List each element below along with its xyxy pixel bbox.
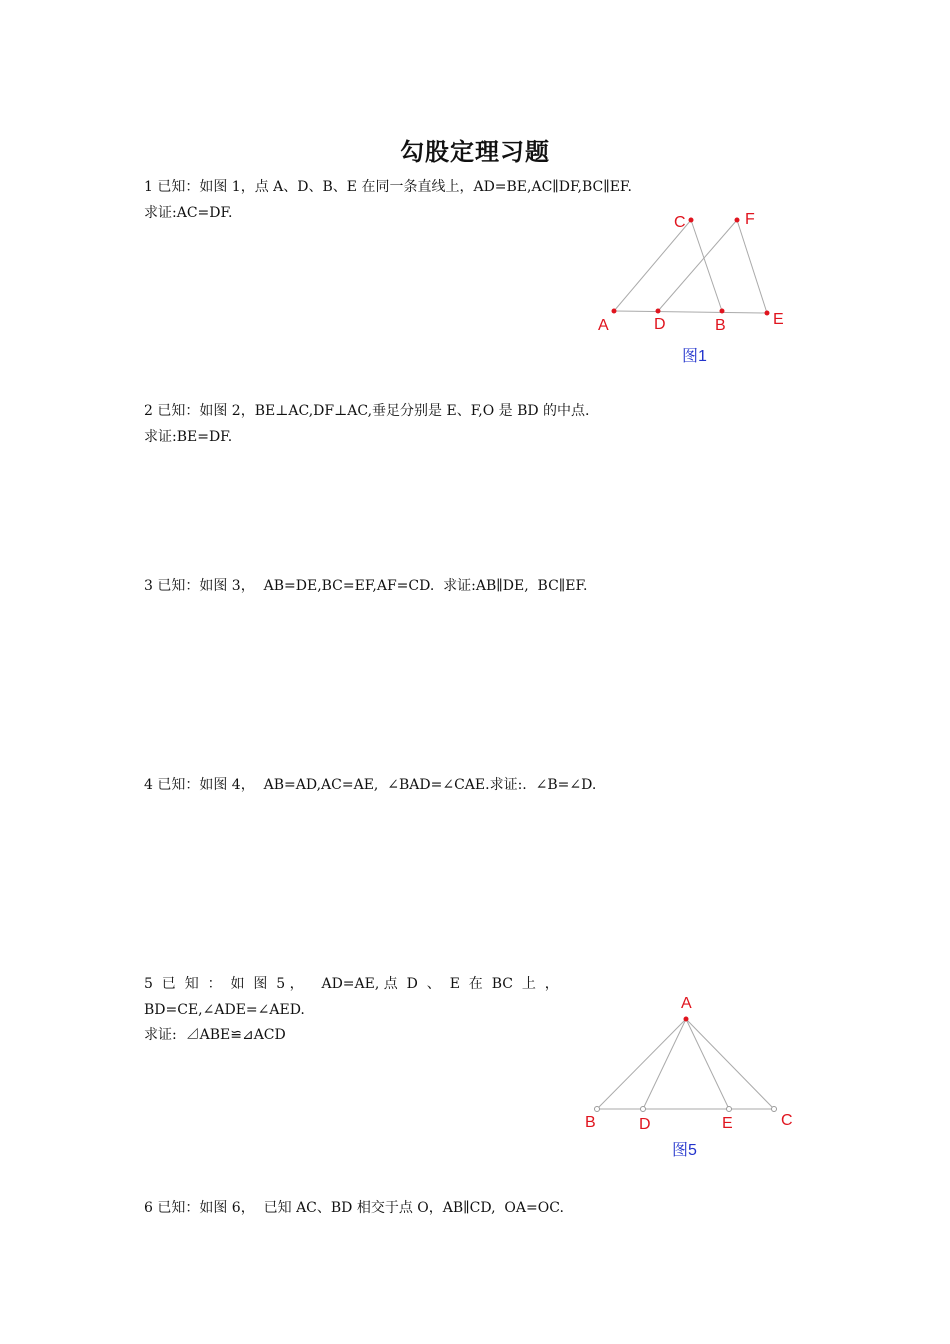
figure-5-caption: 图5: [672, 1142, 697, 1159]
problem-5-condition: BD=CE,∠ADE=∠AED.: [144, 1002, 305, 1018]
label-A: A: [681, 995, 692, 1012]
segment-AC: [614, 220, 691, 311]
point-C: [772, 1107, 777, 1112]
segment-CB: [691, 220, 722, 311]
problem-2-statement: 2 已知：如图 2，BE⊥AC,DF⊥AC,垂足分别是 E、F,O 是 BD 的中点.: [144, 403, 590, 419]
page-title: 勾股定理习题: [400, 137, 550, 166]
point-D: [641, 1107, 646, 1112]
segment-DF: [658, 220, 737, 311]
label-E: E: [773, 311, 784, 328]
problem-1-statement: 1 已知：如图 1，点 A、D、B、E 在同一条直线上，AD=BE,AC∥DF,BC∥EF.: [144, 179, 632, 195]
point-B: [595, 1107, 600, 1112]
point-F: [735, 218, 740, 223]
problem-2-goal: 求证:BE=DF.: [144, 429, 233, 445]
segment-AE: [686, 1019, 729, 1109]
segment-AD: [643, 1019, 686, 1109]
problem-5-statement: 5 已 知 ： 如 图 5 ， AD=AE, 点 D 、 E 在 BC 上 ，: [144, 976, 559, 992]
figure-1-caption: 图1: [682, 348, 707, 365]
figure-1: [590, 205, 800, 370]
segment-AB: [597, 1019, 686, 1109]
problem-3-statement: 3 已知：如图 3， AB=DE,BC=EF,AF=CD. 求证:AB∥DE, BC∥EF.: [144, 578, 588, 594]
problem-1-goal: 求证:AC=DF.: [144, 205, 233, 221]
label-D: D: [654, 316, 666, 333]
label-C: C: [674, 214, 686, 231]
problem-5-goal: 求证: ⊿ABE≌⊿ACD: [144, 1027, 286, 1043]
point-E: [765, 311, 770, 316]
point-A: [612, 309, 617, 314]
segment-FE: [737, 220, 767, 313]
segment-AE: [614, 311, 767, 313]
label-B: B: [715, 317, 726, 334]
point-B: [720, 309, 725, 314]
problem-4-statement: 4 已知：如图 4， AB=AD,AC=AE, ∠BAD=∠CAE.求证:. ∠B=∠D.: [144, 777, 597, 793]
label-B: B: [585, 1114, 596, 1131]
segment-AC: [686, 1019, 774, 1109]
problem-6-statement: 6 已知：如图 6， 已知 AC、BD 相交于点 O，AB∥CD, OA=OC.: [144, 1200, 564, 1216]
point-D: [656, 309, 661, 314]
label-E: E: [722, 1115, 733, 1132]
label-C: C: [781, 1112, 793, 1129]
point-C: [689, 218, 694, 223]
point-A: [684, 1017, 689, 1022]
point-E: [727, 1107, 732, 1112]
figure-5: [575, 990, 805, 1162]
label-A: A: [598, 317, 609, 334]
label-F: F: [745, 211, 755, 228]
label-D: D: [639, 1116, 651, 1133]
